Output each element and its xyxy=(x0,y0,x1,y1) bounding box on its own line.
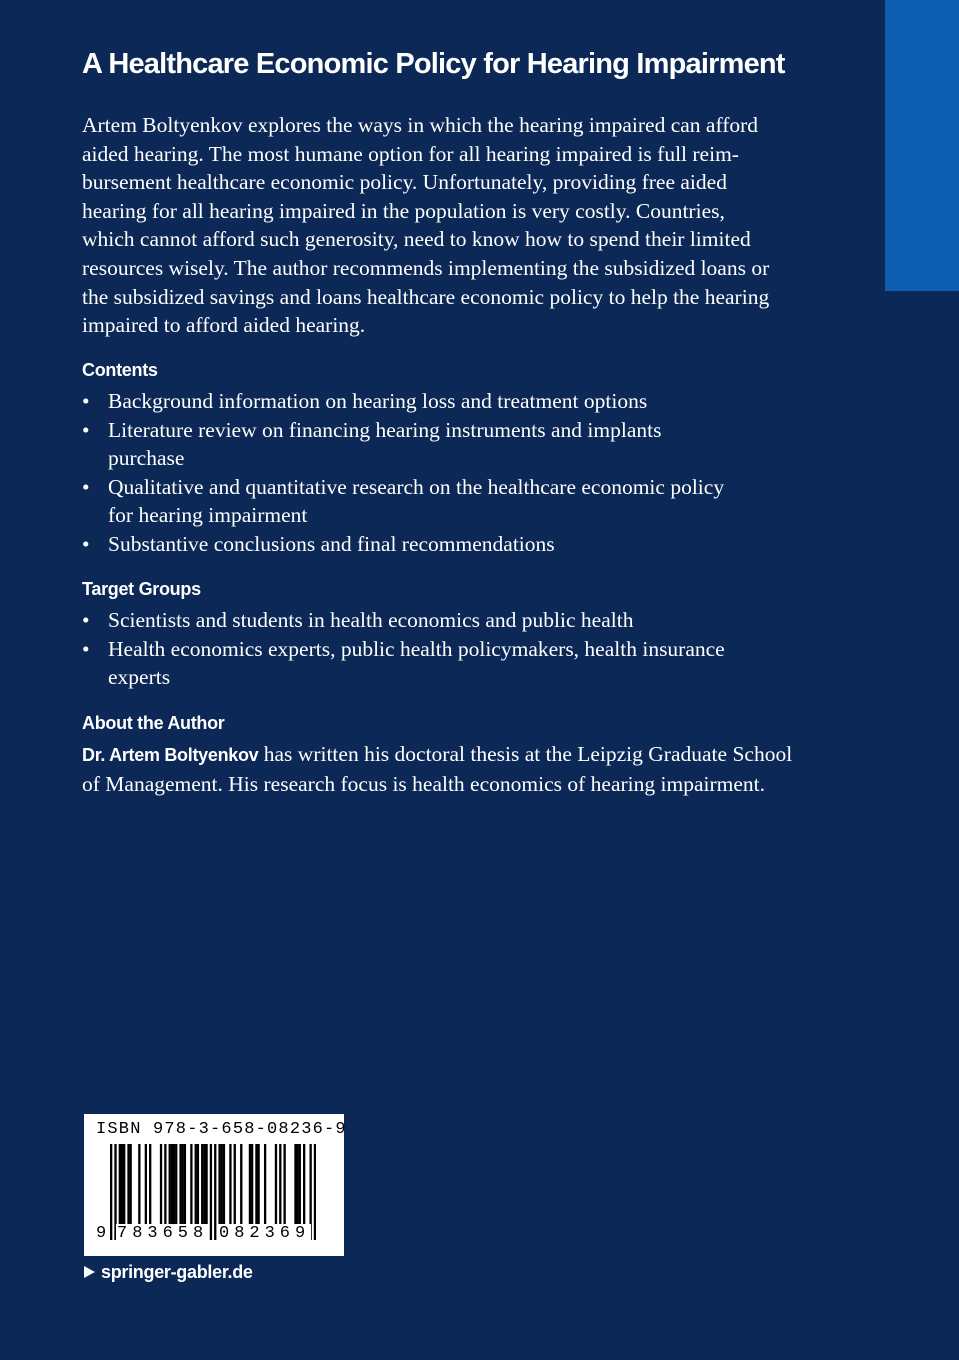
description-line: bursement healthcare economic policy. Unfortunately, providing free aided xyxy=(82,170,727,195)
contents-list xyxy=(82,387,796,559)
bullet-icon: • xyxy=(82,531,90,556)
barcode-bar xyxy=(251,1144,253,1228)
list-item: • Qualitative and quantitative research on the healthcare economic policy for hearing impairment xyxy=(82,474,725,528)
barcode-bar xyxy=(229,1144,231,1228)
barcode-bar xyxy=(169,1144,171,1228)
spine-accent-bar xyxy=(885,0,959,291)
about-author-heading: About the Author xyxy=(82,713,225,733)
barcode-bar xyxy=(184,1144,186,1228)
barcode-bar xyxy=(218,1144,220,1228)
barcode-bar xyxy=(234,1144,236,1228)
barcode-bar xyxy=(164,1144,166,1228)
bullet-icon: • xyxy=(82,389,90,413)
description-line: aided hearing. The most humane option for all hearing impaired is full reim- xyxy=(82,141,739,166)
barcode-bar xyxy=(149,1144,151,1228)
barcode-digits: 082369 xyxy=(219,1224,311,1243)
description-line: which cannot afford such generosity, need to know how to spend their limited xyxy=(82,227,751,252)
description-line: hearing for all hearing impaired in the population is very costly. Countries, xyxy=(82,198,725,223)
bullet-icon: • xyxy=(82,636,90,661)
barcode-bar xyxy=(175,1144,177,1228)
barcode-bar xyxy=(240,1144,242,1228)
description-line: Artem Boltyenkov explores the ways in which the hearing impaired can afford xyxy=(82,113,759,137)
publisher-url: springer-gabler.de xyxy=(101,1262,253,1282)
barcode-digit: 9 xyxy=(96,1224,107,1243)
book-description xyxy=(82,111,796,340)
barcode-bar xyxy=(255,1144,257,1228)
barcode-bar xyxy=(201,1144,203,1228)
barcode-bar xyxy=(223,1144,225,1228)
barcode-bar xyxy=(179,1144,181,1228)
list-item: • Scientists and students in health economics and public health xyxy=(82,606,796,635)
barcode-bar xyxy=(190,1144,192,1228)
author-bio xyxy=(82,740,802,798)
barcode-bar xyxy=(121,1144,123,1228)
arrow-right-icon xyxy=(84,1266,95,1278)
author-name: Dr. Artem Boltyenkov xyxy=(82,745,259,765)
barcode-bar xyxy=(119,1144,121,1228)
barcode-digits: 783658 xyxy=(117,1224,209,1243)
barcode-bar xyxy=(182,1144,184,1228)
barcode-bar xyxy=(221,1144,223,1228)
barcode-bar xyxy=(160,1144,162,1228)
barcode-bar xyxy=(130,1144,132,1228)
barcode-bar xyxy=(303,1144,305,1228)
author-bio-text: has written his doctoral thesis at the Leipzig Graduate School xyxy=(258,742,793,766)
isbn-barcode xyxy=(84,1114,347,1256)
barcode-bar xyxy=(283,1144,285,1228)
description-line: the subsidized savings and loans healthcare economic policy to help the hearing xyxy=(82,284,770,309)
list-item: • Substantive conclusions and final recommendations xyxy=(82,530,796,559)
barcode-bar xyxy=(214,1144,216,1240)
barcode-bar xyxy=(296,1144,298,1228)
barcode-bar xyxy=(249,1144,251,1228)
barcode-bar xyxy=(294,1144,296,1228)
description-line: impaired to afford aided hearing. xyxy=(82,313,366,338)
list-item: • Background information on hearing loss and treatment options xyxy=(82,387,796,416)
bullet-icon: • xyxy=(82,608,90,632)
publisher-link[interactable] xyxy=(84,1262,253,1283)
barcode-bar xyxy=(203,1144,205,1228)
barcode-bar xyxy=(279,1144,281,1228)
barcode-bar xyxy=(275,1144,277,1228)
barcode-bar xyxy=(138,1144,140,1228)
barcode-bar xyxy=(197,1144,199,1228)
bullet-icon: • xyxy=(82,417,90,442)
list-item: • Health economics experts, public health policymakers, health insurance experts xyxy=(82,636,725,690)
barcode-bar xyxy=(205,1144,207,1228)
barcode-bar xyxy=(264,1144,266,1228)
target-groups-heading: Target Groups xyxy=(82,579,201,599)
barcode-bar xyxy=(110,1144,112,1240)
barcode-bar xyxy=(173,1144,175,1228)
description-line: resources wisely. The author recommends implementing the subsidized loans or xyxy=(82,255,770,280)
barcode-bar xyxy=(145,1144,147,1228)
barcode-bar xyxy=(171,1144,173,1228)
barcode-bar xyxy=(299,1144,301,1228)
isbn-label: ISBN 978-3-658-08236-9 xyxy=(96,1120,347,1139)
bullet-icon: • xyxy=(82,474,90,499)
barcode-bar xyxy=(195,1144,197,1228)
author-bio-line: of Management. His research focus is health economics of hearing impairment. xyxy=(82,771,765,796)
barcode-bar xyxy=(314,1144,316,1240)
book-title: A Healthcare Economic Policy for Hearing Impairment xyxy=(82,48,785,80)
barcode-bar xyxy=(210,1144,212,1240)
list-item: • Literature review on financing hearing instruments and implants purchase xyxy=(82,417,662,471)
contents-heading: Contents xyxy=(82,360,158,380)
barcode-bar xyxy=(127,1144,129,1228)
target-groups-list xyxy=(82,606,796,692)
barcode-bar xyxy=(123,1144,125,1228)
barcode-bar xyxy=(257,1144,259,1228)
